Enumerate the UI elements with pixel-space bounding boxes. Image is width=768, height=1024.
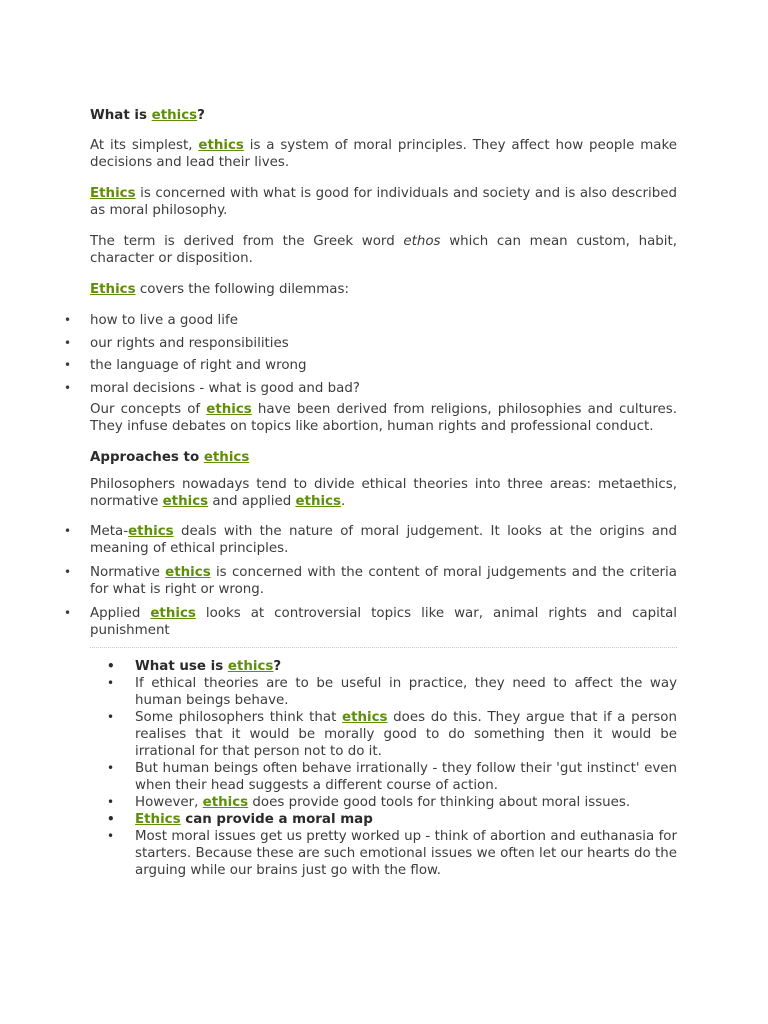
list-item	[135, 760, 677, 794]
text: Normative	[90, 564, 166, 580]
list-item: • the language of right and wrong	[75, 357, 677, 374]
text: is concerned with the content of moral judgements and the criteria for what is right or wrong.	[90, 564, 677, 597]
text: have been derived from religions, philosophies and cultures. They infuse debates on topics like abortion, human rights and professional conduct.	[90, 401, 678, 434]
text: .	[340, 493, 346, 509]
text: The term is derived from the Greek word	[90, 234, 404, 249]
text: Meta-	[90, 523, 129, 539]
text: At its simplest,	[90, 138, 199, 153]
ethics-link[interactable]: ethics	[203, 449, 250, 465]
heading-text: What is	[90, 108, 152, 123]
list-item: • our rights and responsibilities	[75, 335, 677, 352]
ethics-link[interactable]: ethics	[150, 605, 196, 621]
text: Some philosophers think that	[135, 709, 342, 725]
text: Philosophers nowadays tend to divide ethical theories into three areas: metaethics, normative	[90, 476, 677, 509]
text: Applied	[90, 605, 151, 621]
list-item	[135, 709, 677, 760]
text: which can mean custom, habit, character or disposition.	[90, 234, 678, 266]
list-item-normative	[75, 564, 677, 598]
ethics-link[interactable]: ethics	[227, 658, 274, 674]
paragraph-three-areas	[90, 476, 677, 510]
list-item-metaethics	[75, 523, 677, 557]
ethics-link[interactable]: Ethics	[135, 811, 181, 827]
text: ?	[273, 658, 282, 674]
heading-what-is-ethics	[90, 107, 677, 124]
list-item: • moral decisions - what is good and bad?	[75, 380, 677, 397]
text: Most moral issues get us pretty worked up - think of abortion and euthanasia for starters. Because these are such emotional issues we often let our hearts do the arguing while our brains just go with the flow.	[135, 828, 677, 878]
text: does do this. They argue that if a person realises that it would be morally good to do something then it would be irrational for that person not to do it.	[135, 709, 677, 759]
ethics-link[interactable]: ethics	[295, 493, 341, 509]
ethics-link[interactable]: ethics	[165, 564, 211, 580]
text: covers the following dilemmas:	[135, 282, 349, 297]
ethics-link[interactable]: ethics	[128, 523, 174, 539]
text: If ethical theories are to be useful in practice, they need to affect the way human beings behave.	[135, 675, 677, 708]
paragraph-definition	[90, 137, 677, 171]
article-body	[90, 107, 677, 879]
list-item-applied	[75, 605, 677, 639]
ethics-link[interactable]: ethics	[151, 108, 198, 123]
text: What use is	[135, 658, 228, 674]
paragraph-concepts	[90, 401, 677, 435]
heading-text: ?	[197, 108, 205, 123]
approaches-list	[90, 523, 677, 639]
dotted-divider	[90, 647, 677, 648]
text: is a system of moral principles. They affect how people make decisions and lead their lives.	[90, 138, 677, 170]
dilemmas-list	[90, 312, 677, 397]
heading-text: Approaches to	[90, 449, 204, 465]
text: does provide good tools for thinking about moral issues.	[248, 794, 631, 810]
ethics-use-list	[135, 658, 677, 879]
list-item-moral-map	[135, 811, 677, 828]
paragraph-etymology	[90, 233, 677, 267]
ethics-link[interactable]: ethics	[342, 709, 388, 725]
text: However,	[135, 794, 203, 810]
ethics-link[interactable]: ethics	[202, 794, 249, 810]
list-item	[135, 828, 677, 879]
paragraph-concern	[90, 185, 677, 219]
text: is concerned with what is good for individuals and society and is also described as moral philosophy.	[90, 186, 677, 218]
text: and applied	[208, 493, 296, 509]
ethics-link[interactable]: Ethics	[90, 282, 136, 297]
list-item-what-use	[135, 658, 677, 675]
ethics-link[interactable]: ethics	[206, 401, 252, 417]
text: can provide a moral map	[180, 811, 373, 827]
ethics-link[interactable]: ethics	[198, 138, 244, 153]
list-item: • how to live a good life	[75, 312, 677, 329]
list-item	[135, 675, 677, 709]
ethics-link[interactable]: ethics	[162, 493, 209, 509]
text: But human beings often behave irrationally - they follow their 'gut instinct' even when their head suggests a different course of action.	[135, 760, 677, 793]
list-item	[135, 794, 677, 811]
heading-approaches	[90, 449, 677, 466]
ethos-term: ethos	[403, 234, 441, 249]
text: looks at controversial topics like war, animal rights and capital punishment	[90, 605, 677, 638]
ethics-link[interactable]: Ethics	[90, 186, 136, 201]
paragraph-dilemmas-intro	[90, 281, 677, 298]
text: Our concepts of	[90, 401, 207, 417]
text: deals with the nature of moral judgement. It looks at the origins and meaning of ethical principles.	[90, 523, 677, 556]
